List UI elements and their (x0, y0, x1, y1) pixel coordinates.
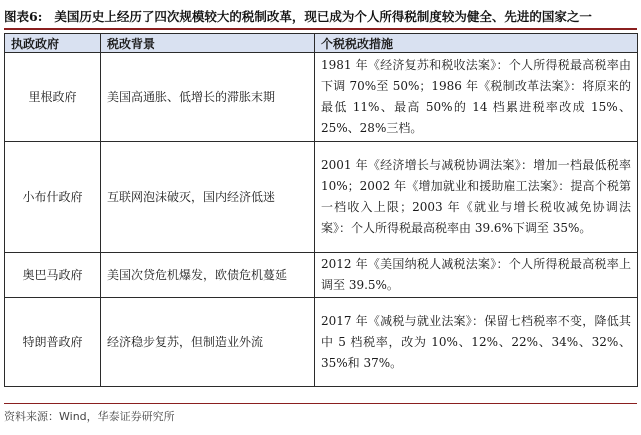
source-note: 资料来源：Wind，华泰证券研究所 (4, 410, 175, 423)
figure-title: 美国历史上经历了四次规模较大的税制改革，现已成为个人所得税制度较为健全、先进的国家之一 (54, 9, 592, 24)
header-government: 执政政府 (5, 34, 101, 53)
cell-government: 里根政府 (5, 53, 101, 142)
table-row (5, 142, 638, 253)
header-background: 税改背景 (101, 34, 315, 53)
cell-measure: 1981 年《经济复苏和税收法案》：个人所得税最高税率由下调 70%至 50%；1986 年《税制改革法案》：将原来的最低 11%、最高 50%的 14 档累进税率改成 15%、25%、28%三档。 (315, 53, 638, 142)
figure-caption (4, 6, 637, 28)
cell-government: 奥巴马政府 (5, 253, 101, 298)
cell-measure: 2012 年《美国纳税人减税法案》：个人所得税最高税率上调至 39.5%。 (315, 253, 638, 298)
table-row (5, 253, 638, 298)
cell-government: 特朗普政府 (5, 298, 101, 387)
cell-measure: 2001 年《经济增长与减税协调法案》：增加一档最低税率 10%；2002 年《增加就业和援助雇工法案》：提高个税第一档收入上限；2003 年《就业与增长税收减免协调法案》：个人所得税最高税率由 39.6%下调至 35%。 (315, 142, 638, 253)
cell-government: 小布什政府 (5, 142, 101, 253)
table-row (5, 298, 638, 387)
cell-background: 美国高通胀、低增长的滞胀末期 (101, 53, 315, 142)
figure-label: 图表6: (4, 9, 43, 24)
header-measures: 个税税改措施 (315, 34, 638, 53)
source-divider (4, 403, 637, 404)
caption-divider (4, 28, 637, 30)
cell-measure: 2017 年《减税与就业法案》：保留七档税率不变，降低其中 5 档税率，改为 10%、12%、22%、34%、32%、35%和 37%。 (315, 298, 638, 387)
tax-reform-table (4, 33, 638, 387)
cell-background: 互联网泡沫破灭，国内经济低迷 (101, 142, 315, 253)
table-row (5, 53, 638, 142)
table-header-row (5, 34, 638, 53)
cell-background: 经济稳步复苏，但制造业外流 (101, 298, 315, 387)
cell-background: 美国次贷危机爆发，欧债危机蔓延 (101, 253, 315, 298)
